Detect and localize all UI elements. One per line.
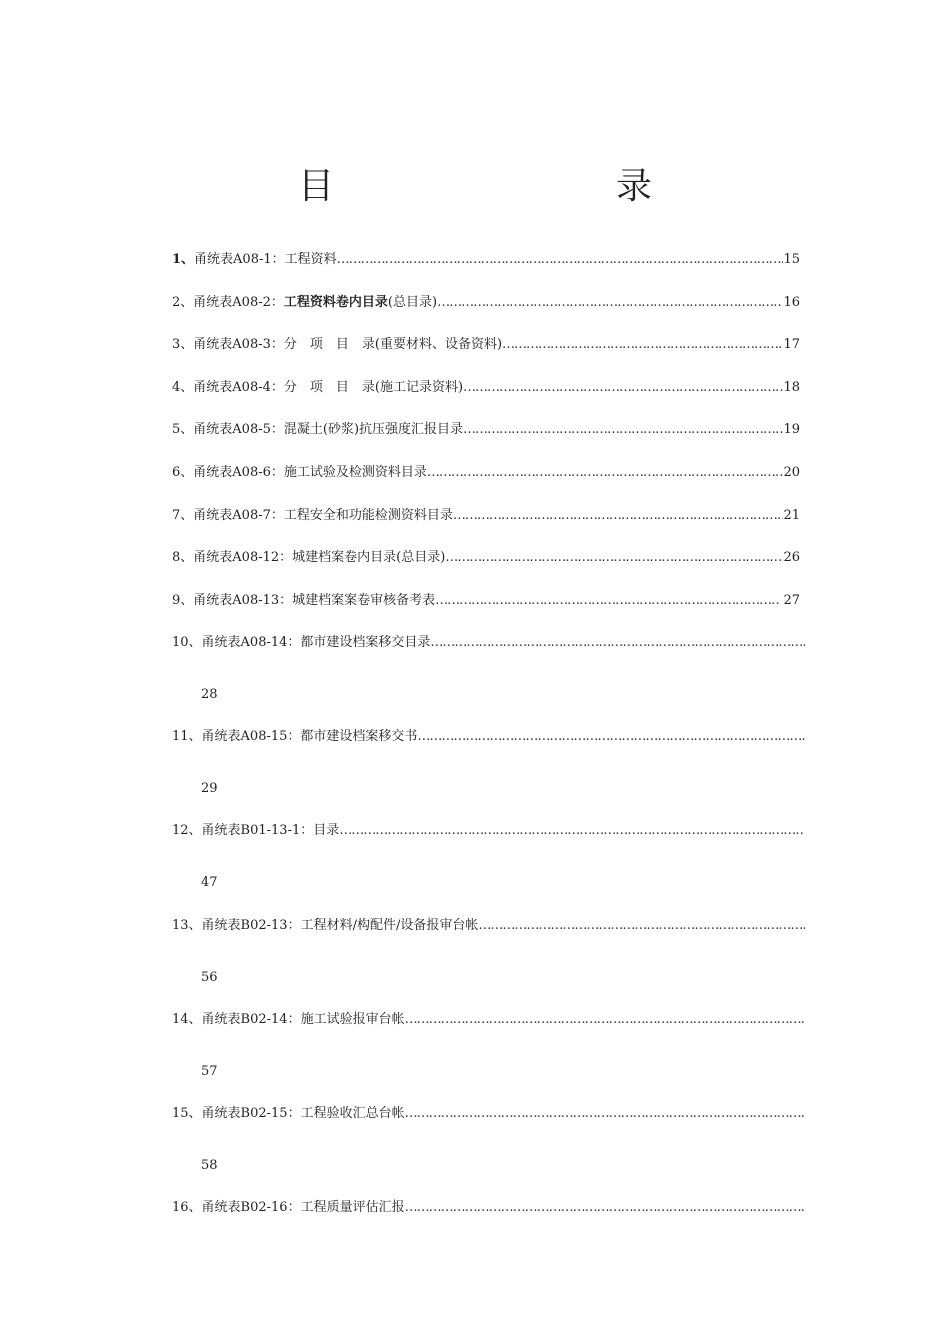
entry-number: 13、 — [172, 918, 202, 933]
entry-page: 47 — [201, 875, 218, 890]
leader-dots — [337, 251, 784, 269]
toc-entry[interactable] — [172, 1105, 805, 1123]
entry-page: 57 — [201, 1064, 218, 1079]
toc-entry[interactable] — [172, 507, 800, 525]
entry-title: 甬统表B02-13：工程材料/构配件/设备报审台帐 — [201, 918, 479, 933]
toc-entry[interactable] — [172, 421, 800, 439]
toc-entry[interactable] — [172, 549, 800, 567]
entry-number: 12、 — [172, 823, 202, 838]
entry-title: 甬统表A08-12：城建档案卷内目录(总目录) — [193, 550, 446, 565]
entry-number: 7、 — [172, 508, 194, 523]
entry-number: 16、 — [172, 1200, 202, 1215]
toc-entry[interactable] — [172, 251, 800, 269]
toc-entry[interactable] — [172, 634, 805, 652]
entry-title: 甬统表A08-4：分 项 目 录(施工记录资料) — [193, 380, 464, 395]
entry-page: 21 — [783, 508, 800, 523]
entry-title: 甬统表A08-3：分 项 目 录(重要材料、设备资料) — [193, 337, 503, 352]
entry-title: 甬统表A08-14：都市建设档案移交目录 — [201, 635, 431, 650]
toc-entry[interactable] — [172, 822, 805, 840]
leader-dots — [405, 1011, 805, 1029]
entry-number: 15、 — [172, 1106, 202, 1121]
entry-number: 1、 — [172, 252, 195, 267]
entry-page: 56 — [201, 970, 218, 985]
entry-title: 甬统表B02-14：施工试验报审台帐 — [201, 1012, 405, 1027]
page-title: 目 录 — [297, 166, 722, 207]
entry-page: 26 — [783, 550, 800, 565]
leader-dots — [463, 421, 783, 439]
leader-dots — [427, 464, 784, 482]
entry-title: 甬统表A08-5：混凝土(砂浆)抗压强度汇报目录 — [193, 422, 464, 437]
leader-dots — [445, 549, 783, 567]
entry-title-bold: 工程资料卷内目录 — [283, 295, 388, 310]
entry-title: 甬统表B02-15：工程验收汇总台帐 — [201, 1106, 405, 1121]
entry-number: 5、 — [172, 422, 194, 437]
entry-number: 10、 — [172, 635, 202, 650]
entry-title: 甬统表B02-16：工程质量评估汇报 — [201, 1200, 405, 1215]
entry-number: 6、 — [172, 465, 194, 480]
entry-title: 甬统表A08-13：城建档案案卷审核备考表 — [193, 593, 436, 608]
entry-page: 15 — [783, 252, 800, 267]
entry-page: 18 — [783, 380, 800, 395]
toc-entry[interactable] — [172, 728, 805, 746]
leader-dots — [339, 822, 805, 840]
entry-title: 甬统表A08-6：施工试验及检测资料目录 — [193, 465, 427, 480]
entry-number: 3、 — [172, 337, 194, 352]
entry-page: 17 — [783, 337, 800, 352]
entry-number: 8、 — [172, 550, 194, 565]
leader-dots — [417, 728, 805, 746]
leader-dots — [405, 1105, 805, 1123]
entry-title: 甬统表A08-15：都市建设档案移交书 — [201, 729, 418, 744]
toc-entry[interactable] — [172, 379, 800, 397]
leader-dots — [430, 634, 805, 652]
entry-title: 甬统表A08-2：工程资料卷内目录(总目录) — [193, 295, 438, 310]
toc-entry[interactable] — [172, 1199, 805, 1217]
leader-dots — [435, 592, 779, 610]
entry-page: 20 — [783, 465, 800, 480]
toc-entry[interactable] — [172, 1011, 805, 1029]
leader-dots — [405, 1199, 805, 1217]
toc-entry[interactable] — [172, 294, 800, 312]
toc-entry[interactable] — [172, 917, 805, 935]
entry-number: 9、 — [172, 593, 194, 608]
leader-dots — [478, 917, 805, 935]
entry-page: 16 — [783, 295, 800, 310]
entry-title: 甬统表A08-7：工程安全和功能检测资料目录 — [193, 508, 453, 523]
entry-number: 4、 — [172, 380, 194, 395]
leader-dots — [453, 507, 784, 525]
toc-entry[interactable] — [172, 464, 800, 482]
toc-entry[interactable] — [172, 592, 800, 610]
entry-title: 甬统表B01-13-1：目录 — [201, 823, 340, 838]
toc-entry[interactable] — [172, 336, 800, 354]
entry-number: 14、 — [172, 1012, 202, 1027]
leader-dots — [437, 294, 783, 312]
entry-page: 19 — [783, 422, 800, 437]
leader-dots — [463, 379, 783, 397]
entry-title: 甬统表A08-1：工程资料 — [194, 252, 337, 267]
leader-dots — [502, 336, 783, 354]
entry-number: 2、 — [172, 295, 194, 310]
entry-page: 58 — [201, 1158, 218, 1173]
entry-page: 29 — [201, 781, 218, 796]
entry-number: 11、 — [172, 729, 202, 744]
entry-page: 27 — [779, 593, 800, 608]
entry-page: 28 — [201, 687, 218, 702]
